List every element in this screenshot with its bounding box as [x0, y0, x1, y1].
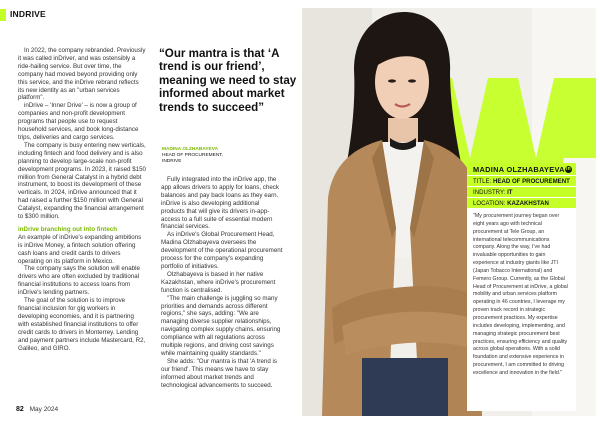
middle-paragraph: Fully integrated into the inDrive app, the app allows drivers to apply for loans, check balances and pay back loans as they earn. inDrive is also developing additional products that will give its drivers in-app-access to a full suite of essential modern financial services. [161, 176, 279, 231]
left-paragraph: The company says the solution will enable drivers who are often excluded by traditional financial institutions to access loans from inDrive's lending partners. [18, 265, 140, 297]
left-subhead: inDrive branching out into fintech [18, 225, 117, 233]
linkedin-icon[interactable]: in [565, 166, 572, 172]
profile-bio: "My procurement journey began over eight years ago with technical procurement at Tele Group, an international telecommunications company. Along the way, I've had invaluable opportunities to gain experience at industry giants like JTI (Japan Tobacco International) and Femero Group. Currently, as the Global Head of Procurement at inDrive, a global mobility and urban services platform operating in 46 countries, I leverage my proven track record in strategic procurement practices. My expertise includes developing, implementing, and managing strategic procurement best practices, ensuring efficiency and quality across global operations. With a solid foundation and extensive experience in procurement, I am committed to driving excellence and innovation in the field." [473, 213, 568, 376]
left-paragraph: inDrive – 'Inner Drive' – is now a group of companies and non-profit development programs that people use to request household services, and book long-distance trips, deliveries and cargo services. [18, 102, 139, 141]
middle-paragraph: "The main challenge is juggling so many priorities and demands across different regions," she says, adding: "We are managing diverse supplier relationships, navigating complex supply chains, ensuring compliance with all regulations across multiple regions, and driving cost savings while maintaining quality standards." [161, 294, 281, 357]
section-accent-bar [0, 9, 6, 21]
quote-author [162, 147, 282, 165]
quote-author-company: INDRIVE [162, 159, 182, 164]
section-tag: INDRIVE [10, 9, 46, 19]
profile-name: MADINA OLZHABAYEVA [473, 165, 565, 174]
profile-industry-value: IT [507, 189, 513, 196]
middle-column [161, 176, 283, 389]
profile-location-value: KAZAKHSTAN [507, 200, 549, 207]
left-paragraph: The goal of the solution is to improve financial inclusion for gig workers in developing economies, and it is partnering with established financial institutions to offer credit cards to drivers in Monterrey. Lending and payment partners include Mastercard, R2, Galileo, and GIRO. [18, 297, 146, 352]
quote-author-name: MADINA OLZHABAYEVA [162, 147, 219, 152]
profile-location-label: LOCATION: [473, 200, 508, 207]
page-footer [16, 406, 58, 413]
left-column [18, 47, 146, 352]
profile-card [467, 163, 576, 411]
page-number: 82 [16, 406, 24, 413]
profile-industry-label: INDUSTRY: [473, 189, 508, 196]
left-paragraph: An example of inDrive's expanding ambitions is inDrive Money, a fintech solution offering cash loans and credit cards to drivers operating on its platform in Mexico. [18, 233, 142, 265]
pull-quote: “Our mantra is that ‘A trend is our friend’, meaning we need to stay informed about market trends to succeed” [159, 47, 297, 114]
profile-location-row [467, 198, 576, 209]
profile-title-label: TITLE: [473, 178, 493, 185]
middle-paragraph: She adds: "Our mantra is that 'A trend is our friend'. This means we have to stay informed about market trends and technological advancements to succeed. [161, 357, 277, 389]
profile-industry-row [467, 187, 576, 198]
section-header [0, 9, 300, 21]
middle-paragraph: As inDrive's Global Procurement Head, Madina Olzhabayeva oversees the development of the operational procurement process for the company's expanding portfolio of initiatives. [161, 231, 283, 270]
profile-name-row [467, 163, 576, 176]
profile-title-row [467, 176, 576, 187]
quote-author-title: HEAD OF PROCUREMENT, [162, 153, 224, 158]
profile-title-value: HEAD OF PROCUREMENT [492, 178, 570, 185]
left-paragraph: In 2022, the company rebranded. Previously it was called inDriver, and was ostensibly a ride-hailing service. But over time, the company had moved beyond providing only this service, and the inDrive rebrand reflects its new identity as an "urban services platform". [18, 47, 146, 102]
left-paragraph: The company is busy entering new verticals, including fintech and food delivery and is also planning to develop large-scale non-profit development programs. In 2023, it raised $150 million from General Catalyst in a hybrid debt instrument, to boost its development of these verticals. In 2024, inDrive announced that it had raised a further $150 million with General Catalyst, expanding the financial arrangement to $300 million. [18, 141, 146, 221]
middle-paragraph: Olzhabayeva is based in her native Kazakhstan, where inDrive's procurement function is centralised. [161, 270, 276, 294]
issue-date: May 2024 [29, 406, 59, 413]
